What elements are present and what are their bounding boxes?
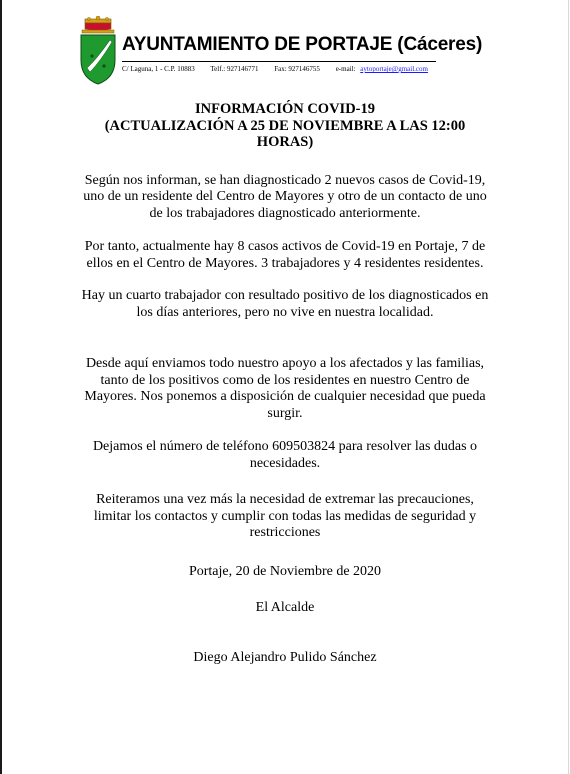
paragraph-phone-number: Dejamos el número de teléfono 609503824 para resolver las dudas o necesidades. (92, 439, 478, 471)
notice-title-line-3: HORAS) (256, 134, 314, 150)
page-right-edge (568, 0, 569, 774)
paragraph-fourth-worker: Hay un cuarto trabajador con resultado positivo de los diagnosticados en los días anteriores, pero no vive en nuestra localidad. (81, 288, 489, 320)
notice-title-line-2: (ACTUALIZACIÓN A 25 DE NOVIEMBRE A LAS 12:00 (104, 117, 466, 134)
notice-title (80, 101, 490, 151)
paragraph-support: Desde aquí enviamos todo nuestro apoyo a los afectados y las familias, tanto de los positivos como de los residentes en nuestro Centro de Mayores. Nos ponemos a disposición de cualquier necesidad que pueda surgir. (84, 356, 486, 421)
municipal-coat-of-arms-icon (76, 16, 120, 86)
paragraph-new-cases: Según nos informan, se han diagnosticado 2 nuevos casos de Covid-19, uno de un residente del Centro de Mayores y otro de un contacto de uno de los trabajadores diagnosticado anteriormente. (83, 172, 487, 221)
fax-text: Fax: 927146755 (274, 65, 320, 73)
signer-name: Diego Alejandro Pulido Sánchez (193, 649, 377, 665)
email-link[interactable]: aytoportaje@gmail.com (360, 65, 428, 73)
notice-title-line-1: INFORMACIÓN COVID-19 (194, 101, 376, 117)
contact-details (122, 65, 428, 73)
organization-title: AYUNTAMIENTO DE PORTAJE (Cáceres) (122, 34, 483, 55)
email-label: e-mail: (335, 65, 356, 73)
header-divider (122, 61, 436, 62)
phone-text: Telf.: 927146771 (210, 65, 259, 73)
paragraph-active-cases: Por tanto, actualmente hay 8 casos activos de Covid-19 en Portaje, 7 de ellos en el Centro de Mayores. 3 trabajadores y 4 residentes residentes. (84, 239, 486, 271)
address-text: C/ Laguna, 1 - C.P. 10883 (122, 65, 195, 73)
signer-title: El Alcalde (255, 600, 315, 615)
notice-body (80, 101, 490, 666)
date-line: Portaje, 20 de Noviembre de 2020 (188, 563, 382, 579)
page-left-edge (0, 0, 2, 774)
paragraph-precautions: Reiteramos una vez más la necesidad de extremar las precauciones, limitar los contactos y cumplir con todas las medidas de seguridad y restricciones (93, 492, 477, 540)
